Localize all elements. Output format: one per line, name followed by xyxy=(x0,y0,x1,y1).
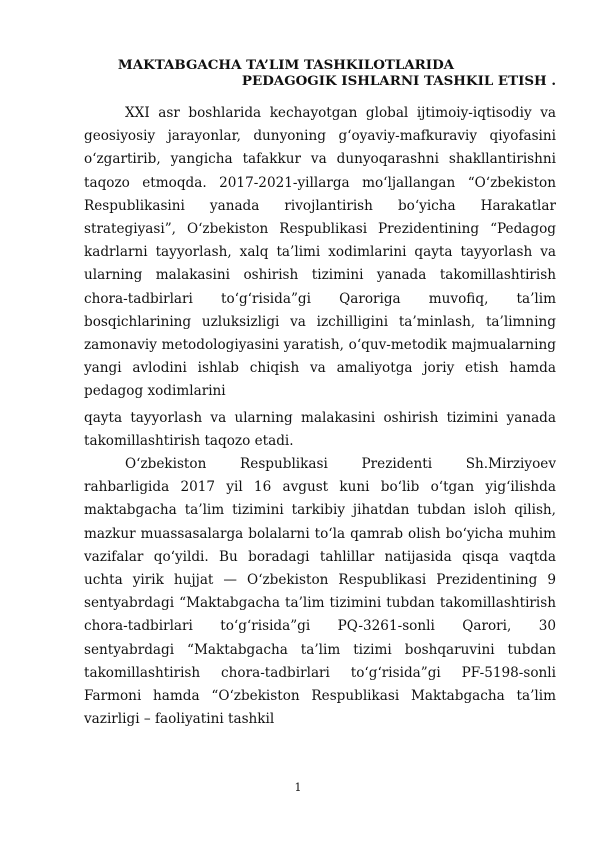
title-line-2: PEDAGOGIK ISHLARNI TASHKIL ETISH . xyxy=(241,73,556,89)
paragraph-intro: XXI asr boshlarida kechayotgan global ijtimoiy-iqtisodiy va geosiyosiy jarayonlar, dunyoning g‘oyaviy-mafkuraviy qiyofasini o‘zgartirib, yangicha tafakkur va dunyoqarashni shakllantirishni taqozo etmoqda. 2017-2021-yillarga mo‘ljallangan “O‘zbekiston Respublikasini yanada rivojlantirish bo‘yicha Harakatlar strategiyasi”, O‘zbekiston Respublikasi Prezidentining “Pedagog kadrlarni tayyorlash, xalq ta’limi xodimlarini qayta tayyorlash va ularning malakasini oshirish tizimini yanada takomillashtirish chora-tadbirlari to‘g‘risida”gi Qaroriga muvofiq, ta’lim bosqichlarining uzluksizligi va izchilligini ta’minlash, ta’limning zamonaviy metodologiyasini yaratish, o‘quv-metodik majmualarning yangi avlodini ishlab chiqish va amaliyotga joriy etish hamda pedagog xodimlarini xyxy=(84,105,556,400)
paragraph-president-meeting: O‘zbekiston Respublikasi Prezidenti Sh.Mirziyoev rahbarligida 2017 yil 16 avgust kuni bo‘lib o‘tgan yig‘ilishda maktabgacha ta’lim tizimini tarkibiy jihatdan tubdan isloh qilish, mazkur muassasalarga bolalarni to‘la qamrab olish bo‘yicha muhim vazifalar qo‘yildi. Bu boradagi tahlillar natijasida qisqa vaqtda uchta yirik hujjat — O‘zbekiston Respublikasi Prezidentining 9 sentyabrdagi “Maktabgacha ta’lim tizimini tubdan takomillashtirish chora-tadbirlari to‘g‘risida”gi PQ-3261-sonli Qarori, 30 sentyabrdagi “Maktabgacha ta’lim tizimi boshqaruvini tubdan takomillashtirish chora-tadbirlari to‘g‘risida”gi PF-5198-sonli Farmoni hamda “O‘zbekiston Respublikasi Maktabgacha ta’lim vazirligi – faoliyatini tashkil xyxy=(84,456,556,728)
page-number: 1 xyxy=(294,781,302,794)
paragraph-continuation: qayta tayyorlash va ularning malakasini oshirish tizimini yanada takomillashtirish taqozo etadi. xyxy=(84,409,556,449)
title-line-1: MAKTABGACHA TA’LIM TASHKILOTLARIDA xyxy=(117,57,455,73)
document-body xyxy=(84,102,556,731)
document-title xyxy=(84,57,556,89)
